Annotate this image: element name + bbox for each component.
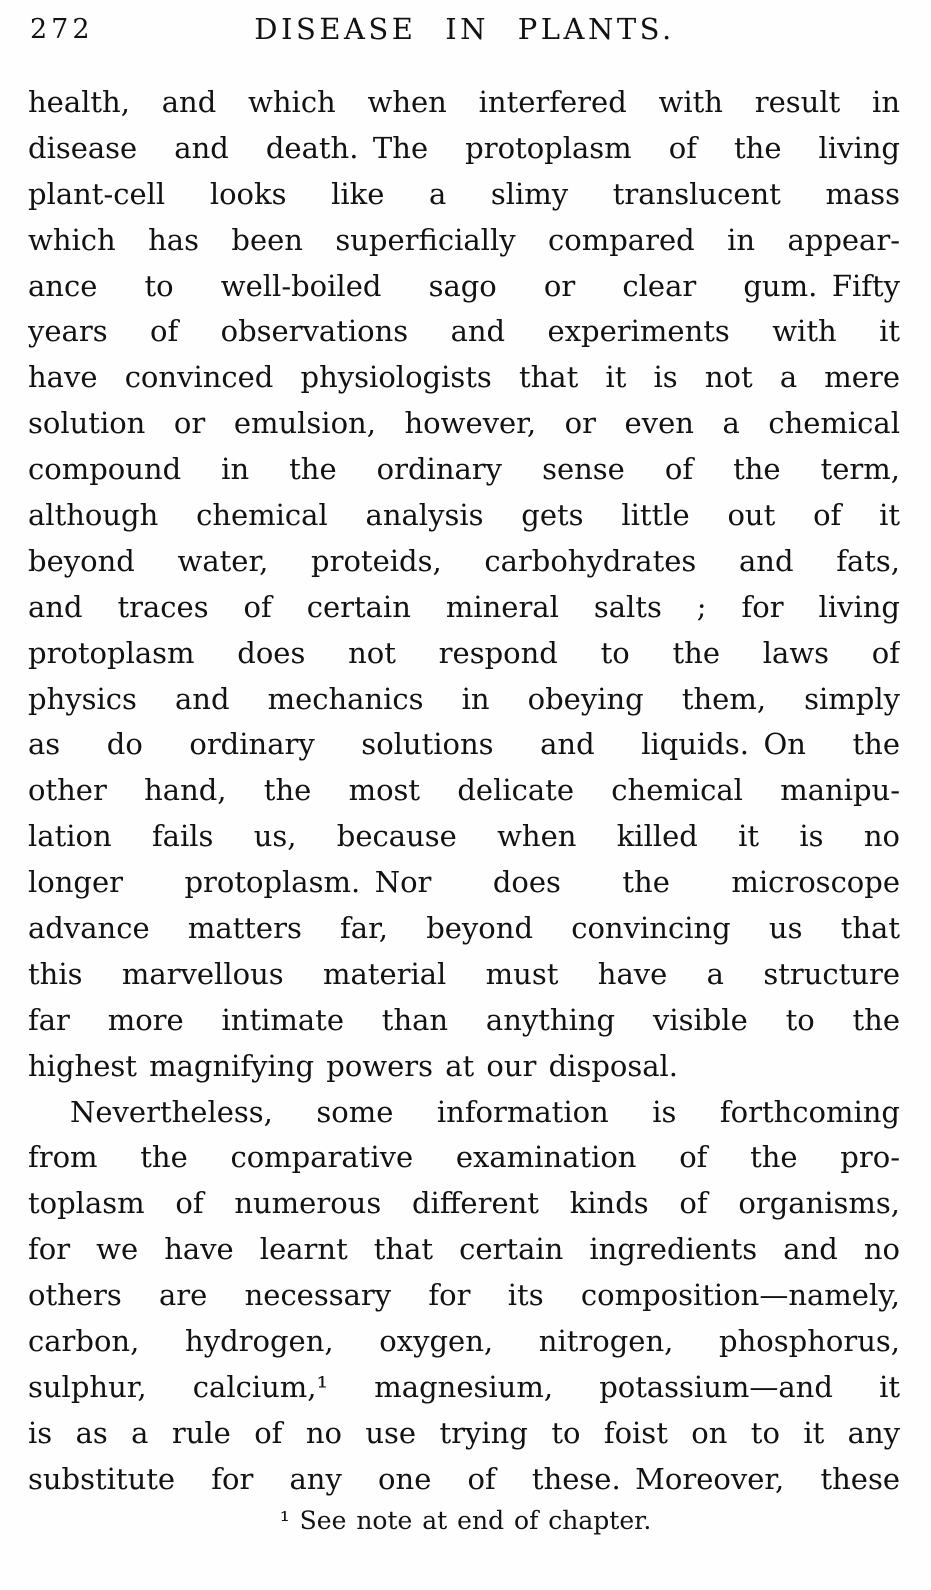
text-line: disease and death. The protoplasm of the living — [28, 130, 900, 165]
text-line: compound in the ordinary sense of the term, — [28, 452, 900, 487]
text-line: is as a rule of no use trying to foist on to it any — [28, 1415, 900, 1450]
text-line: carbon, hydrogen, oxygen, nitrogen, phosphorus, — [28, 1324, 900, 1359]
text-line: beyond water, proteids, carbohydrates and fats, — [28, 543, 900, 578]
text-line: as do ordinary solutions and liquids. On the — [28, 727, 900, 762]
text-line: others are necessary for its composition—namely, — [28, 1278, 900, 1313]
running-title: DISEASE IN PLANTS. — [254, 12, 675, 46]
text-line: although chemical analysis gets little out of it — [28, 498, 900, 533]
text-line: highest magnifying powers at our disposal. — [28, 1048, 679, 1083]
text-line: lation fails us, because when killed it is no — [28, 819, 900, 854]
text-line: for we have learnt that certain ingredients and no — [28, 1232, 900, 1267]
text-line: substitute for any one of these. Moreover, these — [28, 1461, 900, 1496]
text-line: this marvellous material must have a structure — [28, 956, 900, 991]
text-line: health, and which when interfered with result in — [28, 85, 900, 119]
page-number: 272 — [30, 14, 94, 45]
text-line: sulphur, calcium,¹ magnesium, potassium—and it — [28, 1369, 900, 1404]
text-line: ance to well-boiled sago or clear gum. Fifty — [28, 268, 900, 303]
text-line: longer protoplasm. Nor does the microscope — [28, 865, 900, 900]
text-line: protoplasm does not respond to the laws of — [28, 635, 900, 670]
text-line: Nevertheless, some information is forthcoming — [70, 1094, 900, 1129]
text-line: advance matters far, beyond convincing us that — [28, 911, 900, 946]
body-text — [28, 80, 900, 1503]
text-line: have convinced physiologists that it is not a mere — [28, 360, 900, 395]
text-line: which has been superficially compared in appear- — [28, 222, 900, 257]
text-line: physics and mechanics in obeying them, simply — [28, 681, 900, 716]
text-line: and traces of certain mineral salts ; for living — [28, 589, 900, 624]
text-line: from the comparative examination of the pro- — [28, 1140, 900, 1175]
text-line: years of observations and experiments with it — [28, 314, 900, 349]
text-line: far more intimate than anything visible to the — [28, 1002, 900, 1037]
text-line: other hand, the most delicate chemical manipu- — [28, 773, 900, 808]
page-header — [28, 12, 901, 48]
text-line: solution or emulsion, however, or even a chemical — [28, 406, 900, 441]
text-line: plant-cell looks like a slimy translucent mass — [28, 176, 900, 211]
footnote: ¹ See note at end of chapter. — [279, 1506, 652, 1535]
text-line: toplasm of numerous different kinds of organisms, — [28, 1186, 900, 1221]
